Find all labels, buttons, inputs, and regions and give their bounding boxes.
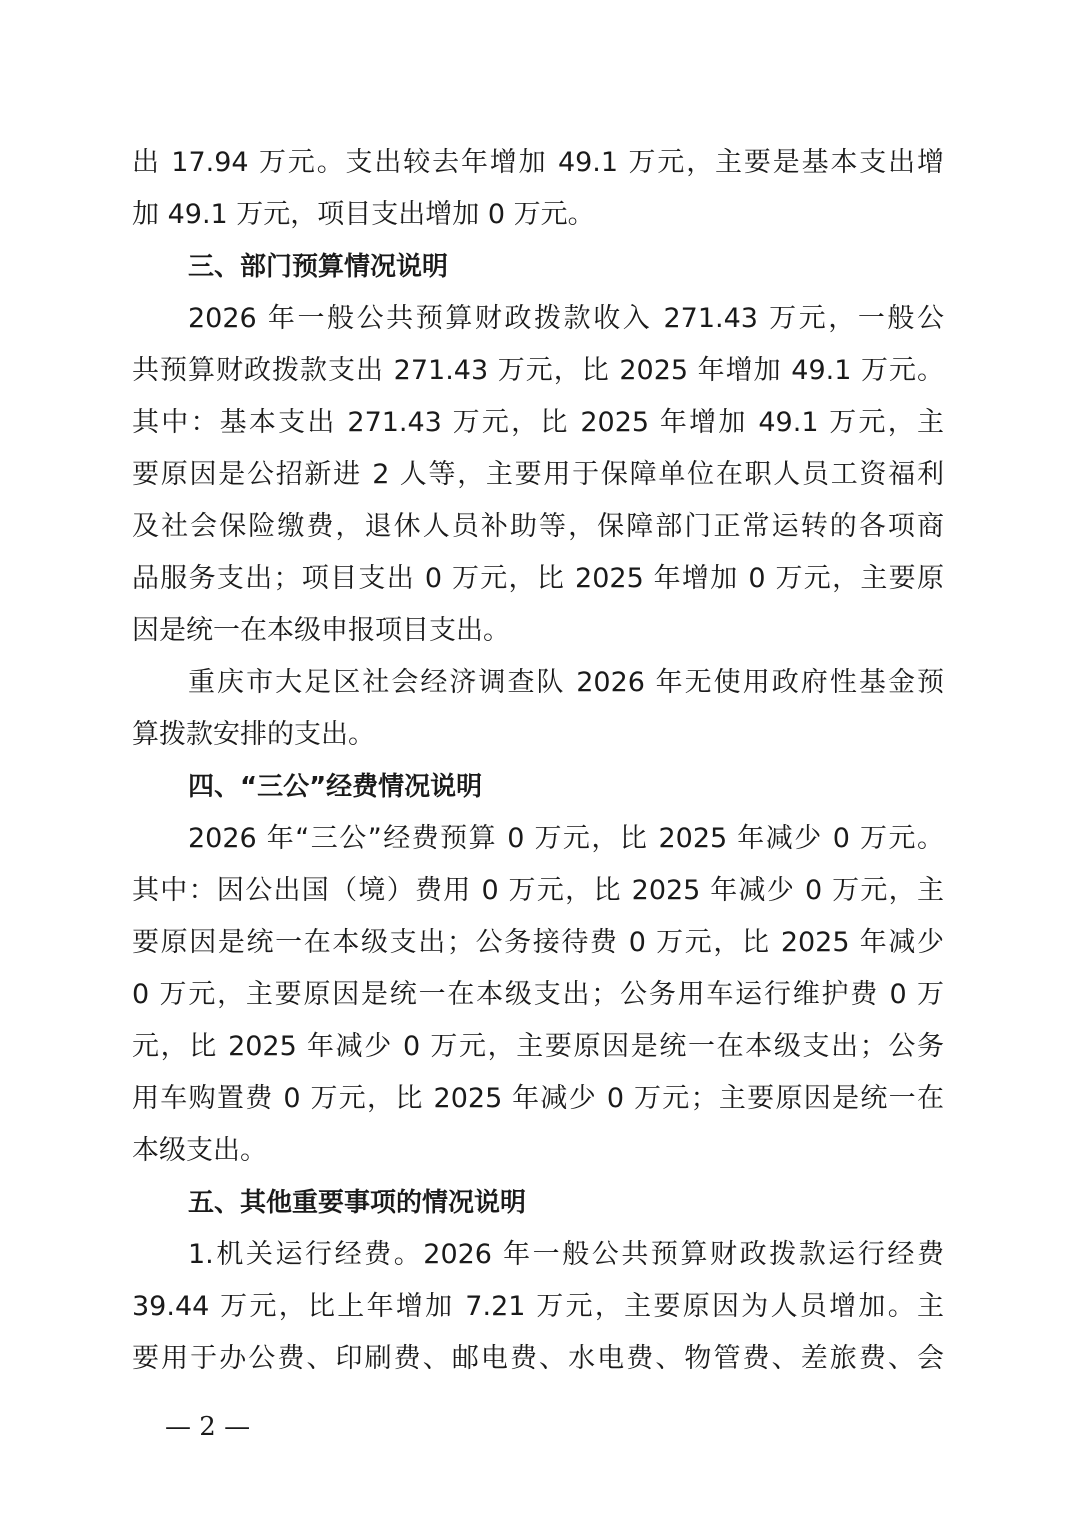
text-line: 0 万元，主要原因是统一在本级支出；公务用车运行维护费 0 万: [132, 979, 944, 1010]
text-line: 其中：基本支出 271.43 万元，比 2025 年增加 49.1 万元，主: [132, 407, 944, 438]
text-line: 要原因是公招新进 2 人等，主要用于保障单位在职人员工资福利: [132, 459, 944, 490]
section-heading: 五、其他重要事项的情况说明: [188, 1188, 527, 1218]
page-number: — 2 —: [165, 1412, 251, 1442]
section-heading: 四、“三公”经费情况说明: [188, 772, 483, 802]
text-line: 2026 年一般公共预算财政拨款收入 271.43 万元，一般公: [188, 303, 944, 334]
text-line: 要用于办公费、印刷费、邮电费、水电费、物管费、差旅费、会: [132, 1343, 944, 1374]
document-body: [132, 137, 944, 1385]
text-line: 重庆市大足区社会经济调查队 2026 年无使用政府性基金预: [188, 667, 944, 698]
section-heading: 三、部门预算情况说明: [188, 252, 449, 282]
paragraph: [132, 813, 944, 1177]
text-line: 及社会保险缴费，退休人员补助等，保障部门正常运转的各项商: [132, 511, 944, 542]
text-line: 算拨款安排的支出。: [132, 719, 375, 750]
text-line: 要原因是统一在本级支出；公务接待费 0 万元，比 2025 年减少: [132, 927, 944, 958]
text-line: 出 17.94 万元。支出较去年增加 49.1 万元，主要是基本支出增: [132, 147, 944, 178]
text-line: 其中：因公出国（境）费用 0 万元，比 2025 年减少 0 万元，主: [132, 875, 944, 906]
text-line: 元，比 2025 年减少 0 万元，主要原因是统一在本级支出；公务: [132, 1031, 944, 1062]
paragraph: [132, 657, 944, 761]
paragraph: [132, 137, 944, 241]
text-line: 39.44 万元，比上年增加 7.21 万元，主要原因为人员增加。主: [132, 1291, 944, 1322]
text-line: 用车购置费 0 万元，比 2025 年减少 0 万元；主要原因是统一在: [132, 1083, 944, 1114]
text-line: 本级支出。: [132, 1135, 267, 1166]
text-line: 加 49.1 万元，项目支出增加 0 万元。: [132, 199, 595, 230]
paragraph: [132, 1229, 944, 1385]
text-line: 共预算财政拨款支出 271.43 万元，比 2025 年增加 49.1 万元。: [132, 355, 944, 386]
text-line: 因是统一在本级申报项目支出。: [132, 615, 510, 646]
paragraph: [132, 293, 944, 657]
text-line: 品服务支出；项目支出 0 万元，比 2025 年增加 0 万元，主要原: [132, 563, 944, 594]
text-line: 1.机关运行经费。2026 年一般公共预算财政拨款运行经费: [188, 1239, 944, 1270]
text-line: 2026 年“三公”经费预算 0 万元，比 2025 年减少 0 万元。: [188, 823, 944, 854]
